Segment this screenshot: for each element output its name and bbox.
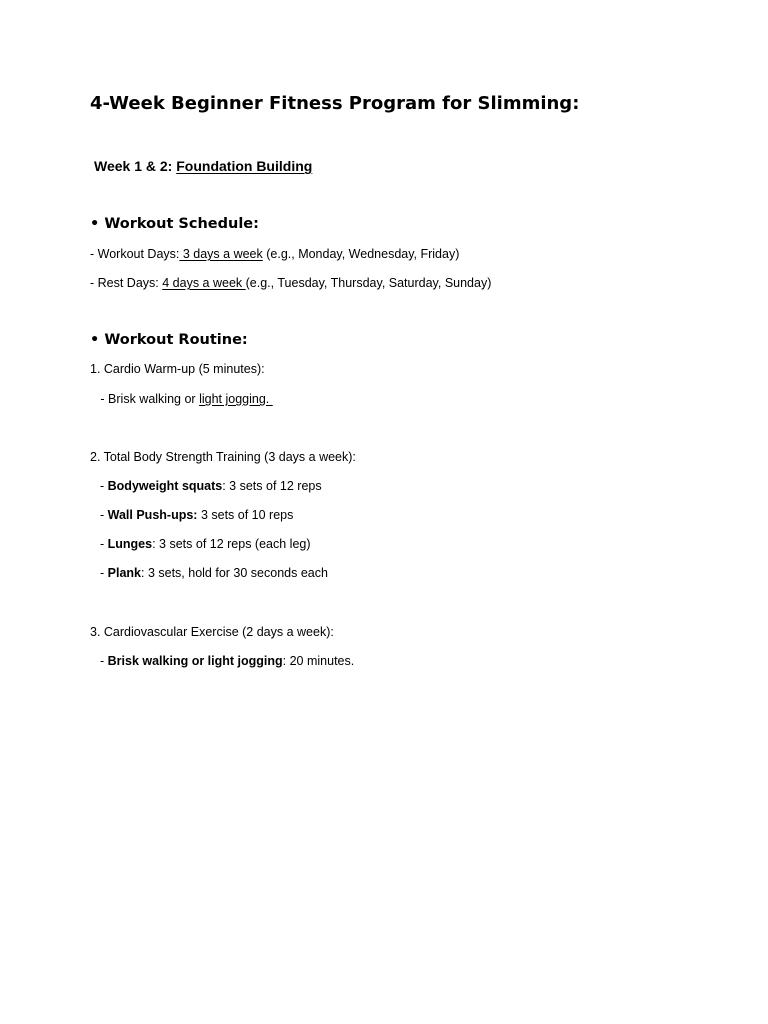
schedule-heading: • Workout Schedule: <box>90 216 259 232</box>
rest-days-note: (e.g., Tuesday, Thursday, Saturday, Sunday) <box>245 276 492 290</box>
strength-item: - Bodyweight squats: 3 sets of 12 reps <box>100 479 322 493</box>
workout-days-line <box>90 246 459 262</box>
strength-item-detail: : 3 sets of 12 reps <box>222 479 322 493</box>
strength-item: - Wall Push-ups: 3 sets of 10 reps <box>100 508 294 522</box>
rest-days-line <box>90 275 491 291</box>
strength-item-name: Bodyweight squats <box>107 479 223 493</box>
week-prefix: Week 1 & 2: <box>94 158 177 174</box>
workout-days-note: (e.g., Monday, Wednesday, Friday) <box>262 247 460 261</box>
rest-days-label: - Rest Days: <box>90 276 163 290</box>
strength-item-detail: : 3 sets of 12 reps (each leg) <box>152 537 311 551</box>
rest-days-value: 4 days a week <box>162 276 246 290</box>
workout-days-value: 3 days a week <box>179 247 263 261</box>
workout-days-label: - Workout Days: <box>90 247 180 261</box>
cardio-warmup-item-prefix: - Brisk walking or <box>90 392 200 406</box>
cardio-item: - Brisk walking or light jogging: 20 minutes. <box>100 654 355 668</box>
cardio-item-name: Brisk walking or light jogging <box>107 654 283 668</box>
strength-item: - Plank: 3 sets, hold for 30 seconds each <box>100 566 328 580</box>
cardio-warmup-title: 1. Cardio Warm-up (5 minutes): <box>90 362 265 376</box>
strength-item-detail: : 3 sets, hold for 30 seconds each <box>141 566 328 580</box>
strength-title: 2. Total Body Strength Training (3 days a week): <box>90 450 356 464</box>
cardio-item-detail: : 20 minutes. <box>282 654 355 668</box>
strength-item-name: Plank <box>107 566 141 580</box>
strength-item-name: Wall Push-ups: <box>107 508 198 522</box>
week-name: Foundation Building <box>176 158 313 174</box>
cardio-warmup-item <box>90 391 273 407</box>
cardio-warmup-item-link: light jogging. <box>199 392 273 406</box>
document-title: 4-Week Beginner Fitness Program for Slimming: <box>90 93 580 114</box>
strength-item-name: Lunges <box>107 537 153 551</box>
week-heading <box>94 157 312 175</box>
cardio-title: 3. Cardiovascular Exercise (2 days a week): <box>90 625 334 639</box>
strength-item-detail: 3 sets of 10 reps <box>197 508 294 522</box>
routine-heading: • Workout Routine: <box>90 332 248 348</box>
strength-item: - Lunges: 3 sets of 12 reps (each leg) <box>100 537 311 551</box>
